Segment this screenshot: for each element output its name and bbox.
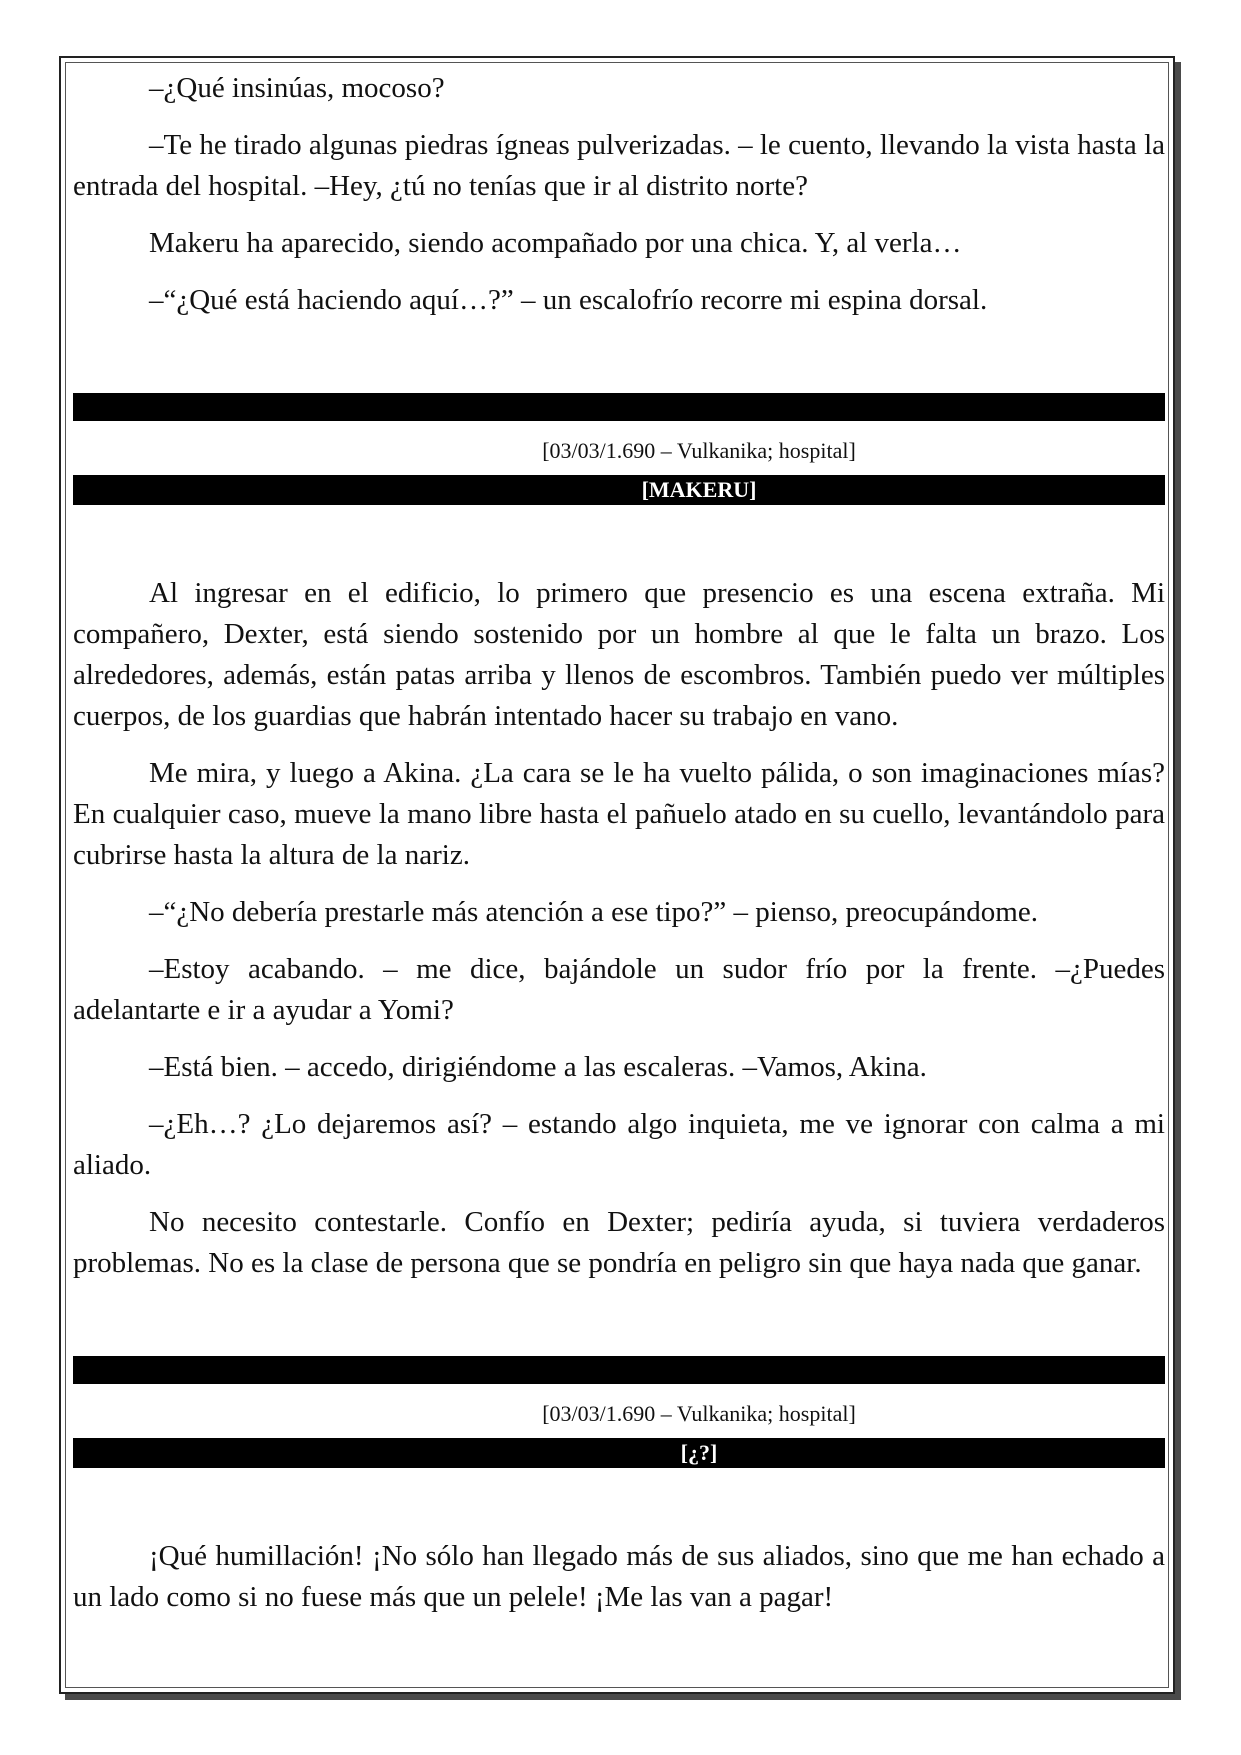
scene-divider-bar xyxy=(73,393,1165,421)
narrator-header: [¿?] xyxy=(73,1438,1165,1468)
paragraph: Me mira, y luego a Akina. ¿La cara se le ha vuelto pálida, o son imaginaciones mías? En cualquier caso, mueve la mano libre hasta el pañuelo atado en su cuello, levantándolo para cubrirse hasta la altura de la nariz. xyxy=(73,757,1165,871)
paragraph: ¡Qué humillación! ¡No sólo han llegado más de sus aliados, sino que me han echado a un lado como si no fuese más que un pelele! ¡Me las van a pagar! xyxy=(73,1540,1165,1613)
paragraph: –Está bien. – accedo, dirigiéndome a las escaleras. –Vamos, Akina. xyxy=(149,1051,927,1083)
narrator-header: [MAKERU] xyxy=(73,475,1165,505)
paragraph: –Te he tirado algunas piedras ígneas pulverizadas. – le cuento, llevando la vista hasta la entrada del hospital. –Hey, ¿tú no tenías que ir al distrito norte? xyxy=(73,129,1165,202)
paragraph: Makeru ha aparecido, siendo acompañado por una chica. Y, al verla… xyxy=(149,227,962,259)
scene-divider-bar xyxy=(73,1356,1165,1384)
document-body xyxy=(73,68,1165,1618)
scene-date: [03/03/1.690 – Vulkanika; hospital] xyxy=(542,438,856,463)
paragraph: –“¿Qué está haciendo aquí…?” – un escalofrío recorre mi espina dorsal. xyxy=(149,284,988,316)
paragraph: –“¿No debería prestarle más atención a ese tipo?” – pienso, preocupándome. xyxy=(149,896,1038,928)
scene-date: [03/03/1.690 – Vulkanika; hospital] xyxy=(542,1401,856,1426)
paragraph: –¿Eh…? ¿Lo dejaremos así? – estando algo inquieta, me ve ignorar con calma a mi aliado. xyxy=(73,1108,1165,1181)
paragraph: –¿Qué insinúas, mocoso? xyxy=(149,72,445,104)
paragraph: Al ingresar en el edificio, lo primero que presencio es una escena extraña. Mi compañero, Dexter, está siendo sostenido por un hombre al que le falta un brazo. Los alrededores, además, están patas arriba y llenos de escombros. También puedo ver múltiples cuerpos, de los guardias que habrán intentado hacer su trabajo en vano. xyxy=(73,577,1165,732)
paragraph: No necesito contestarle. Confío en Dexter; pediría ayuda, si tuviera verdaderos problemas. No es la clase de persona que se pondría en peligro sin que haya nada que ganar. xyxy=(73,1206,1165,1279)
paragraph: –Estoy acabando. – me dice, bajándole un sudor frío por la frente. –¿Puedes adelantarte e ir a ayudar a Yomi? xyxy=(73,953,1165,1026)
